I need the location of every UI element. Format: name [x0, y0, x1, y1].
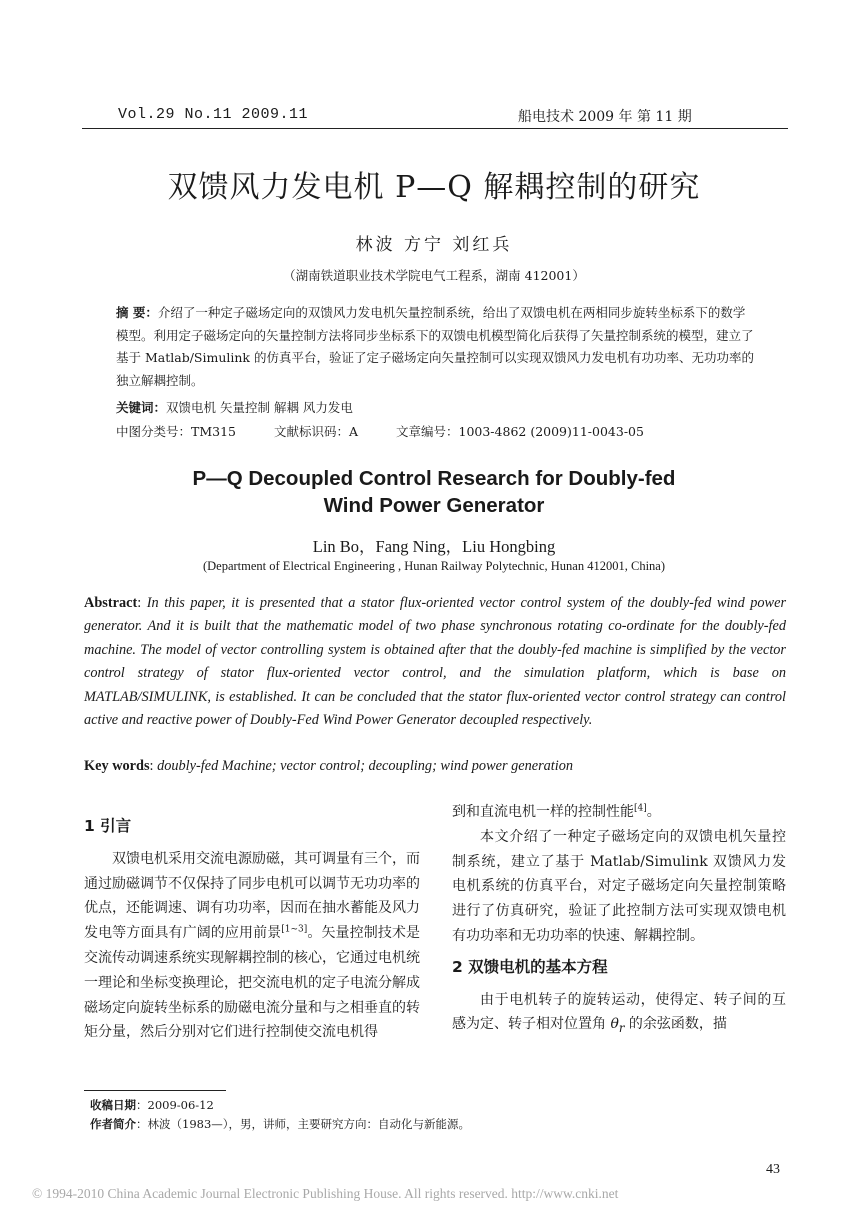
affiliation-cn: （湖南铁道职业技术学院电气工程系，湖南 412001）: [283, 268, 585, 283]
paper-title-en-line2: Wind Power Generator: [323, 494, 545, 517]
document-code: 文献标识码：A: [273, 424, 359, 439]
abstract-cn-label: 摘 要：: [116, 305, 158, 320]
body-column-right: [452, 800, 786, 1041]
header-rule: [82, 128, 788, 129]
abstract-en: Abstract: In this paper, it is presented that a stator flux-oriented vector control system of the doubly-fed wind power generator. And it is built that the mathematic model of two phase synchronous rotating co-ordinate for the doubly-fed machine. The model of vector controlling system is obtained after that the doubly-fed machine is simplified by the vector control strategy of stator flux-oriented vector control, and the simulation platform, which is base on MATLAB/SIMULINK, is established. It can be concluded that the stator flux-oriented vector control strategy can control active and reactive power of Doubly-Fed Wind Power Generator decoupled respectively.: [84, 595, 787, 729]
keywords-cn: [116, 398, 756, 416]
citation-ref: [4]: [634, 803, 647, 814]
article-number: 文章编号：1003-4862 (2009)11-0043-05: [396, 424, 644, 439]
journal-name: 船电技术 2009 年 第 11 期: [518, 109, 692, 125]
theta-symbol: θ: [610, 1016, 619, 1033]
clc-number: 中图分类号：TM315: [116, 424, 236, 439]
authors-en: Lin Bo，Fang Ning，Liu Hongbing: [312, 537, 556, 556]
paper-title-cn: 双馈风力发电机 P—Q 解耦控制的研究: [167, 170, 701, 205]
footnote-rule: [84, 1090, 226, 1091]
authors-cn: 林波 方宁 刘红兵: [355, 235, 513, 255]
body-column-left: [84, 814, 420, 1045]
footnote-received: 收稿日期：2009-06-12: [90, 1098, 214, 1112]
keywords-cn-text: 双馈电机 矢量控制 解耦 风力发电: [166, 400, 353, 415]
copyright-notice: © 1994-2010 China Academic Journal Electronic Publishing House. All rights reserved. http://www.cnki.net: [32, 1186, 619, 1201]
page-number: 43: [766, 1162, 780, 1177]
section-1-paragraph-1-continued: 到和直流电机一样的控制性能[4]。: [452, 803, 661, 820]
abstract-en-text: In this paper, it is presented that a stator flux-oriented vector control system of the doubly-fed wind power generator. And it is built that the mathematic model of two phase synchronous rotating co-ordinate for the doubly-fed machine. The model of vector controlling system is obtained after that the doubly-fed machine is simplified by the vector control strategy of stator flux-oriented vector control, and the simulation platform, which is base on MATLAB/SIMULINK, is established. It can be concluded that the stator flux-oriented vector control strategy can control active and reactive power of Doubly-Fed Wind Power Generator decoupled respectively.: [84, 595, 787, 729]
footnote-author: 作者简介：林波（1983—），男，讲师，主要研究方向：自动化与新能源。: [90, 1117, 471, 1131]
citation-ref: [1~3]: [281, 924, 308, 935]
keywords-en: Key words: doubly-fed Machine; vector control; decoupling; wind power generation: [84, 758, 574, 774]
paper-title-en: [0, 465, 868, 519]
classification-row: [116, 422, 678, 440]
section-2-heading: 2 双馈电机的基本方程: [452, 957, 608, 976]
section-1-paragraph-2: 本文介绍了一种定子磁场定向的双馈电机矢量控制系统，建立了基于 Matlab/Simulink 双馈风力发电机系统的仿真平台，对定子磁场定向矢量控制策略进行了仿真研究，验证了此控制方法可实现双馈电机有功功率和无功功率的快速、解耦控制。: [452, 828, 786, 944]
paper-title-en-line1: P—Q Decoupled Control Research for Doubly-fed: [192, 467, 676, 490]
abstract-en-label: Abstract: [84, 595, 138, 611]
abstract-cn-text: 介绍了一种定子磁场定向的双馈风力发电机矢量控制系统，给出了双馈电机在两相同步旋转坐标系下的数学模型。利用定子磁场定向的矢量控制方法将同步坐标系下的双馈电机模型简化后获得了矢量控制系统的模型，建立了基于 Matlab/Simulink 的仿真平台，验证了定子磁场定向矢量控制可以实现双馈风力发电机有功功率、无功功率的独立解耦控制。: [116, 305, 754, 388]
section-1-paragraph-1: 双馈电机采用交流电源励磁，其可调量有三个，而通过励磁调节不仅保持了同步电机可以调节无功功率的优点，还能调速、调有功功率，因而在抽水蓄能及风力发电等方面具有广阔的应用前景[1~3]。矢量控制技术是交流传动调速系统实现解耦控制的核心，它通过电机统一理论和坐标变换理论，把交流电机的定子电流分解成磁场定向旋转坐标系的励磁电流分量和与之相垂直的转矩分量，然后分别对它们进行控制使交流电机得: [84, 850, 421, 1041]
section-2-paragraph-1: 由于电机转子的旋转运动，使得定、转子间的互感为定、转子相对位置角 $\theta_r$ 的余弦函数，描: [452, 991, 786, 1036]
keywords-en-label: Key words: [84, 758, 150, 774]
keywords-en-text: doubly-fed Machine; vector control; decoupling; wind power generation: [157, 758, 574, 774]
section-1-heading: 1 引言: [84, 817, 132, 835]
abstract-cn: [116, 302, 756, 392]
affiliation-en: (Department of Electrical Engineering , Hunan Railway Polytechnic, Hunan 412001, China): [202, 559, 666, 573]
keywords-cn-label: 关键词：: [116, 400, 167, 415]
journal-volume: Vol.29 No.11 2009.11: [118, 106, 309, 123]
